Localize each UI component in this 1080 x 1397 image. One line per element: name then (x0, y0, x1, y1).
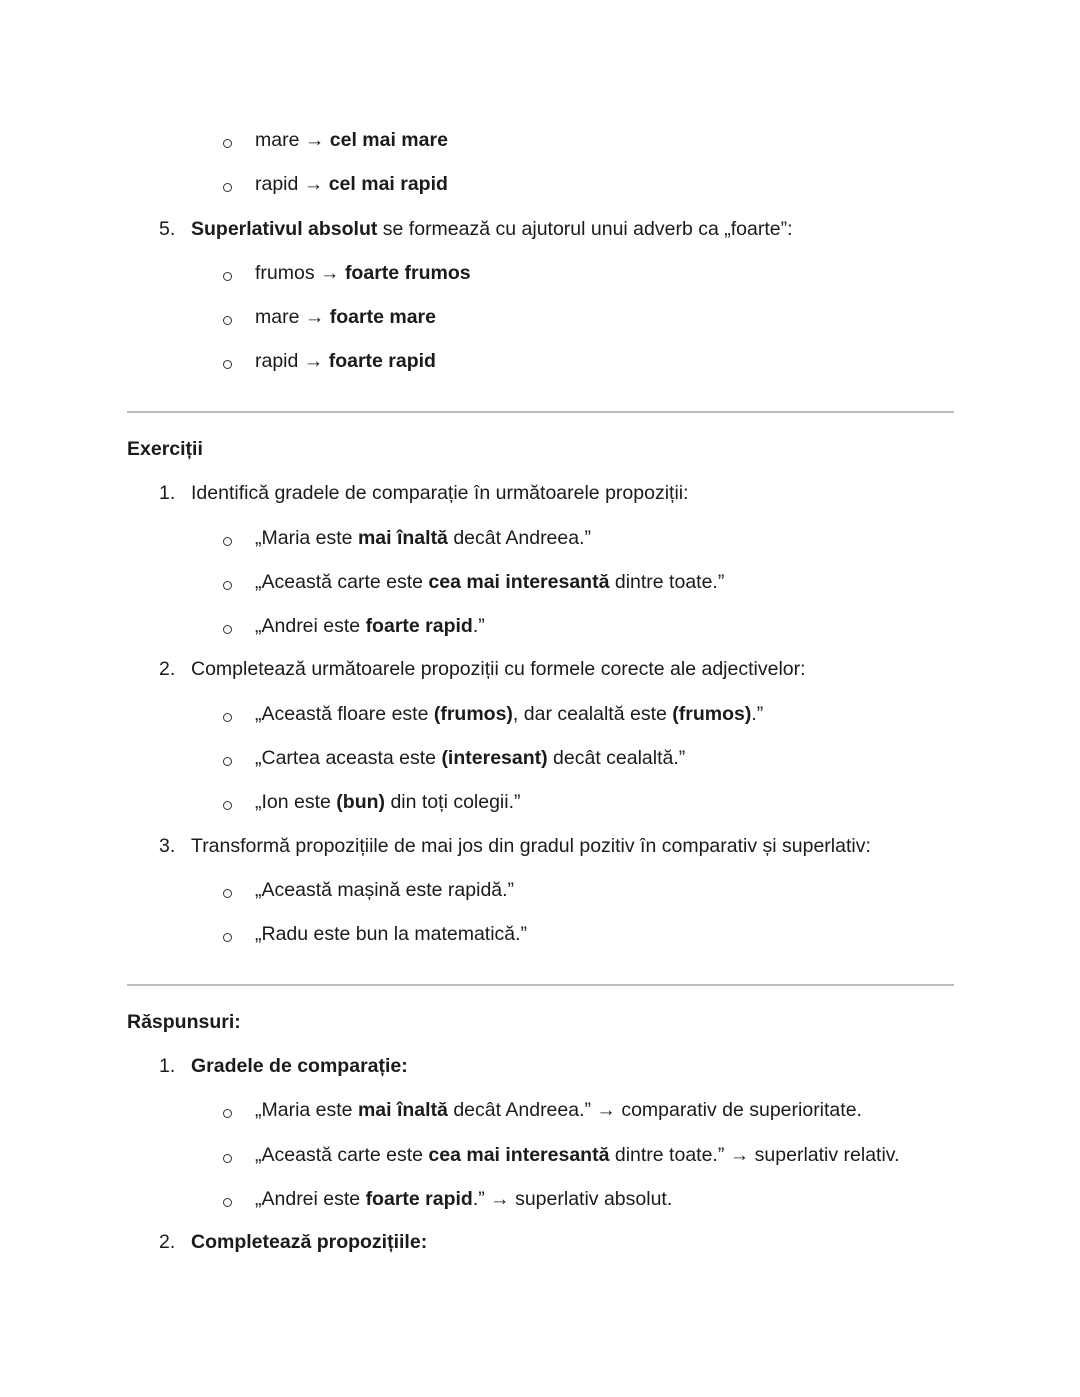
list-number: 1. (159, 482, 176, 504)
list-bullet (223, 1198, 232, 1207)
answer-2-title: Completează propozițiile: (191, 1231, 428, 1253)
answers-heading: Răspunsuri: (127, 1011, 241, 1033)
list-item: „Această carte este cea mai interesantă dintre toate.” → superlativ relativ. (255, 1144, 900, 1166)
horizontal-rule (127, 984, 954, 986)
list-bullet (223, 1154, 232, 1163)
list-item: rapid → cel mai rapid (255, 173, 448, 195)
list-item: mare → cel mai mare (255, 129, 448, 151)
list-bullet (223, 625, 232, 634)
list-item: „Ion este (bun) din toți colegii.” (255, 791, 521, 813)
exercise-1-text: Identifică gradele de comparație în următoarele propoziții: (191, 482, 689, 504)
horizontal-rule (127, 411, 954, 413)
list-bullet (223, 713, 232, 722)
list-bullet (223, 139, 232, 148)
list-item: „Această floare este (frumos), dar cealaltă este (frumos).” (255, 703, 764, 725)
list-item: mare → foarte mare (255, 306, 436, 328)
exercise-3-text: Transformă propozițiile de mai jos din gradul pozitiv în comparativ și superlativ: (191, 835, 871, 857)
list-item: „Maria este mai înaltă decât Andreea.” (255, 527, 592, 549)
list-bullet (223, 537, 232, 546)
list-item: „Această mașină este rapidă.” (255, 879, 515, 901)
exercises-heading: Exerciții (127, 438, 203, 460)
list-item: rapid → foarte rapid (255, 350, 436, 372)
list-bullet (223, 1109, 232, 1118)
list-item: „Cartea aceasta este (interesant) decât cealaltă.” (255, 747, 686, 769)
list-number: 2. (159, 1231, 176, 1253)
exercise-2-text: Completează următoarele propoziții cu formele corecte ale adjectivelor: (191, 658, 806, 680)
list-bullet (223, 581, 232, 590)
list-bullet (223, 889, 232, 898)
point5-text: Superlativul absolut se formează cu ajutorul unui adverb ca „foarte”: (191, 218, 793, 240)
answer-1-title: Gradele de comparație: (191, 1055, 408, 1077)
list-item: frumos → foarte frumos (255, 262, 471, 284)
list-bullet (223, 933, 232, 942)
list-bullet (223, 183, 232, 192)
list-item: „Andrei este foarte rapid.” → superlativ absolut. (255, 1188, 673, 1210)
list-number: 3. (159, 835, 176, 857)
list-bullet (223, 272, 232, 281)
list-number: 5. (159, 218, 176, 240)
list-item: „Maria este mai înaltă decât Andreea.” → comparativ de superioritate. (255, 1099, 862, 1121)
list-item: „Această carte este cea mai interesantă dintre toate.” (255, 571, 725, 593)
list-number: 1. (159, 1055, 176, 1077)
list-bullet (223, 360, 232, 369)
list-item: „Radu este bun la matematică.” (255, 923, 528, 945)
list-number: 2. (159, 658, 176, 680)
list-bullet (223, 757, 232, 766)
list-item: „Andrei este foarte rapid.” (255, 615, 485, 637)
list-bullet (223, 801, 232, 810)
list-bullet (223, 316, 232, 325)
